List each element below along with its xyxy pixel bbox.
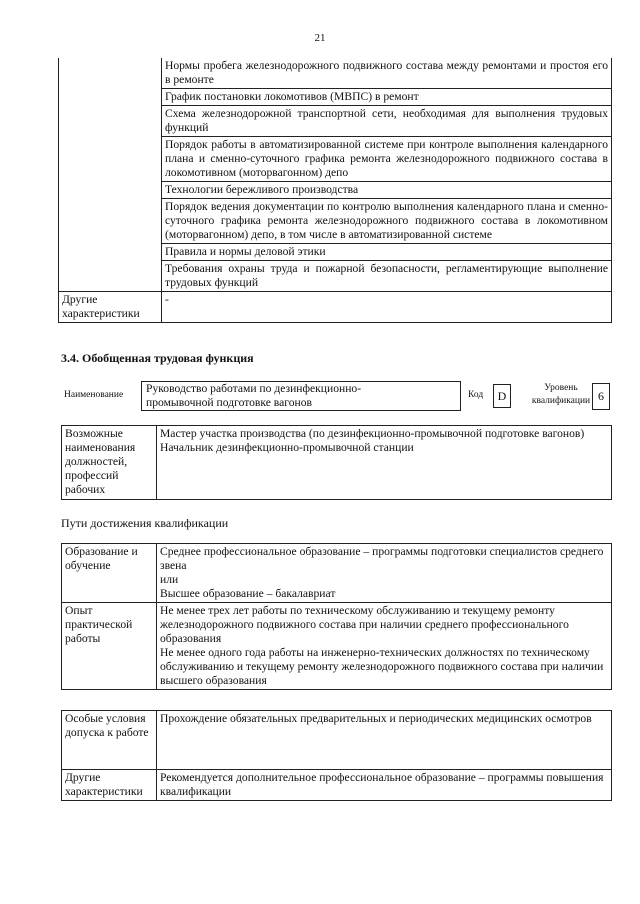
requirement-item: Технологии бережливого производства <box>162 182 612 199</box>
code-label: Код <box>468 390 484 400</box>
table-row <box>59 244 612 261</box>
level-label-line: квалификации <box>531 396 591 406</box>
education-table <box>61 543 612 690</box>
empty-label-cell <box>59 261 162 292</box>
other-characteristics-label: Другие характеристики <box>59 292 162 323</box>
positions-table <box>61 425 612 500</box>
experience-label: Опыт практической работы <box>62 603 157 690</box>
education-line: Среднее профессиональное образование – программы подготовки специалистов среднего звена <box>160 545 604 572</box>
conditions-table <box>61 710 612 801</box>
paths-caption: Пути достижения квалификации <box>61 516 229 530</box>
positions-label: Возможные наименования должностей, профессий рабочих <box>62 426 157 500</box>
qualification-level-value: 6 <box>598 389 604 403</box>
code-value: D <box>497 388 507 403</box>
table-row <box>62 426 612 500</box>
requirement-item: Требования охраны труда и пожарной безопасности, регламентирующие выполнение трудовых функций <box>162 261 612 292</box>
position-name: Мастер участка производства (по дезинфекционно-промывочной подготовке вагонов) <box>160 427 585 440</box>
empty-label-cell <box>59 244 162 261</box>
experience-line: Не менее трех лет работы по техническому обслуживанию и текущему ремонту железнодорожного подвижного состава при наличии среднего профессионального образования <box>160 604 569 645</box>
other-characteristics-value: Рекомендуется дополнительное профессиональное образование – программы повышения квалификации <box>157 770 612 801</box>
education-line: Высшее образование – бакалавриат <box>160 587 336 600</box>
qualification-level-box <box>592 383 610 410</box>
section-heading: 3.4. Обобщенная трудовая функция <box>61 351 254 365</box>
admission-label: Особые условия допуска к работе <box>62 711 157 770</box>
page-number: 21 <box>314 32 326 44</box>
empty-label-cell <box>59 58 162 89</box>
requirement-item: Порядок работы в автоматизированной системе при контроле выполнения календарного плана и сменно-суточного графика ремонта железнодорожного подвижного состава в локомотивном (моторвагонном) депо <box>162 137 612 182</box>
requirement-item: Порядок ведения документации по контролю выполнения календарного плана и сменно-суточного графика ремонта железнодорожного подвижного состава в локомотивном (моторвагонном) депо, в том числе в автоматизированной системе <box>162 199 612 244</box>
other-characteristics-value: - <box>162 292 612 323</box>
empty-label-cell <box>59 106 162 137</box>
requirement-item: Схема железнодорожной транспортной сети, необходимая для выполнения трудовых функций <box>162 106 612 137</box>
table-row <box>59 89 612 106</box>
empty-label-cell <box>59 89 162 106</box>
function-name-line: промывочной подготовке вагонов <box>146 396 312 409</box>
table-row <box>59 182 612 199</box>
general-function-header <box>61 381 617 411</box>
position-name: Начальник дезинфекционно-промывочной станции <box>160 441 414 454</box>
education-label: Образование и обучение <box>62 544 157 603</box>
empty-label-cell <box>59 182 162 199</box>
table-row <box>62 603 612 690</box>
empty-label-cell <box>59 137 162 182</box>
experience-values <box>157 603 612 690</box>
table-row <box>59 261 612 292</box>
empty-label-cell <box>59 199 162 244</box>
function-name-line: Руководство работами по дезинфекционно- <box>146 382 362 395</box>
requirement-item: Нормы пробега железнодорожного подвижного состава между ремонтами и простоя его в ремонте <box>162 58 612 89</box>
table-row <box>62 544 612 603</box>
table-row <box>59 58 612 89</box>
requirement-item: Правила и нормы деловой этики <box>162 244 612 261</box>
table-row <box>59 106 612 137</box>
function-name-box <box>141 381 461 411</box>
requirement-item: График постановки локомотивов (МВПС) в ремонт <box>162 89 612 106</box>
experience-line: Не менее одного года работы на инженерно-технических должностях по техническому обслуживанию и текущему ремонту железнодорожного подвижного состава при наличии высшего образования <box>160 646 604 687</box>
other-characteristics-label: Другие характеристики <box>62 770 157 801</box>
name-label: Наименование <box>64 390 124 400</box>
education-values <box>157 544 612 603</box>
table-row <box>62 711 612 770</box>
table-row <box>59 199 612 244</box>
table-row <box>59 292 612 323</box>
code-value-box <box>493 384 511 408</box>
table-row <box>59 137 612 182</box>
positions-values <box>157 426 612 500</box>
education-line: или <box>160 573 179 586</box>
level-label-line: Уровень <box>544 383 578 393</box>
knowledge-requirements-table <box>58 58 612 323</box>
table-row <box>62 770 612 801</box>
qualification-level-label <box>523 382 599 408</box>
admission-value: Прохождение обязательных предварительных и периодических медицинских осмотров <box>157 711 612 770</box>
